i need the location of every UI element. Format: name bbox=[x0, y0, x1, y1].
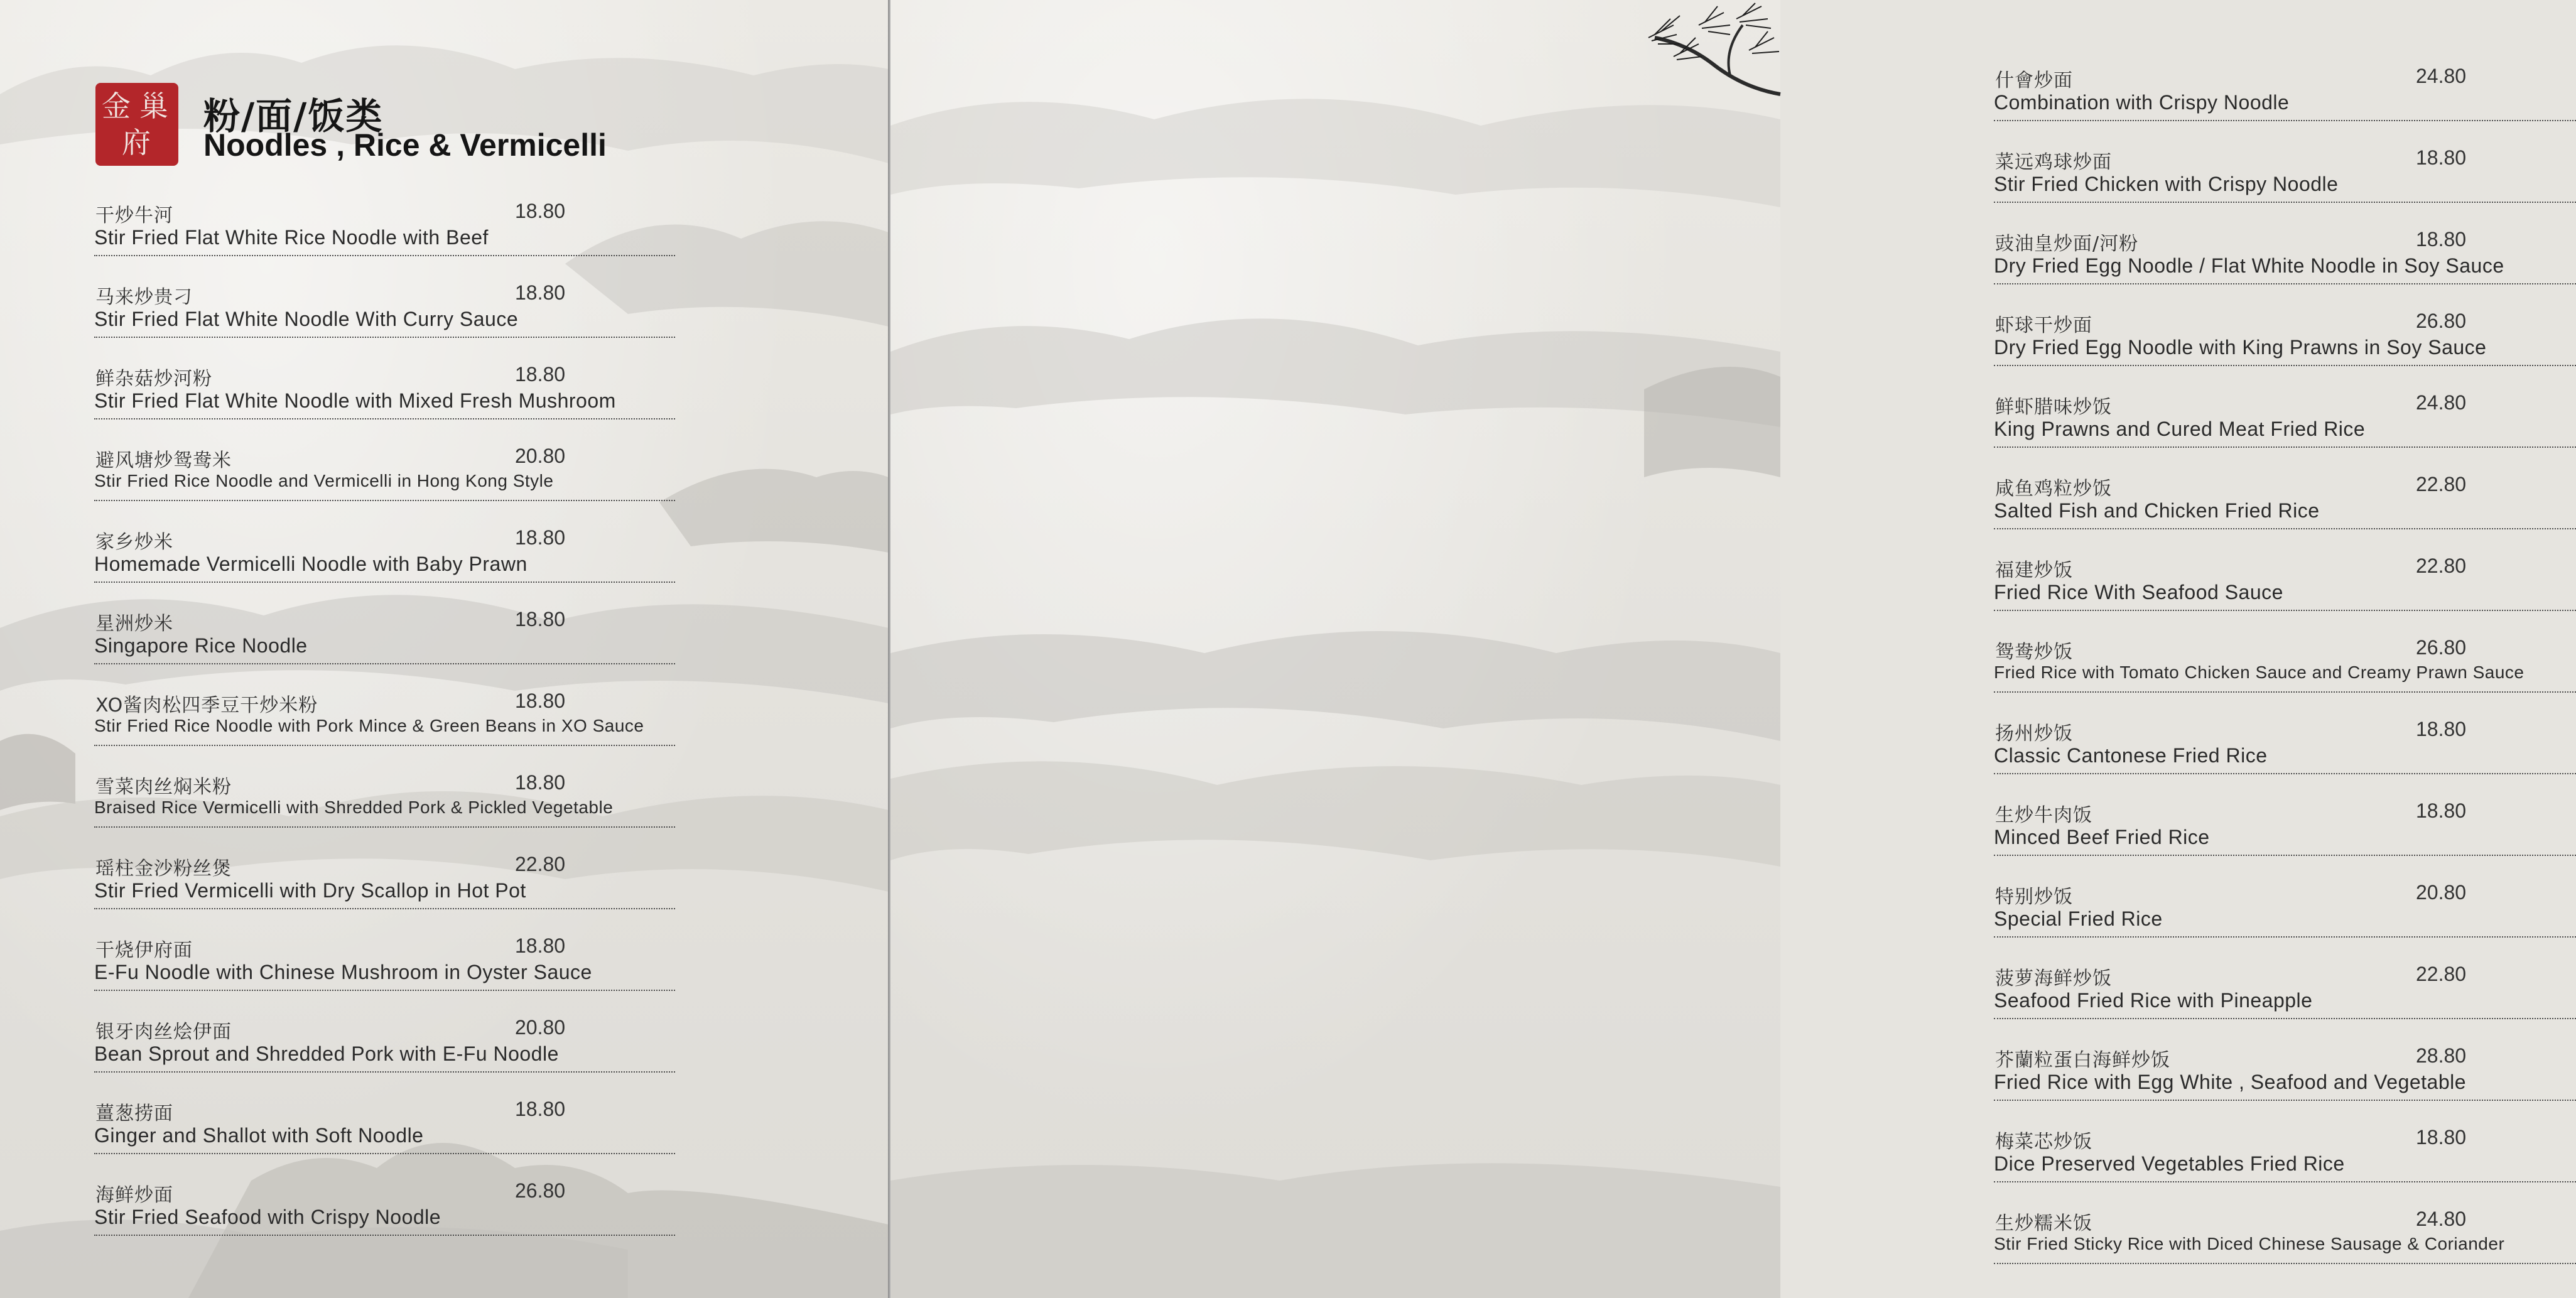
dish-price: 18.80 bbox=[515, 200, 566, 222]
dish-name-chinese: 星洲炒米 bbox=[95, 613, 173, 635]
ink-mountains-right bbox=[890, 0, 1780, 1298]
dish-name-english: Classic Cantonese Fried Rice bbox=[1994, 744, 2268, 767]
dish-price: 24.80 bbox=[2416, 391, 2467, 414]
menu-item bbox=[1994, 718, 2576, 799]
dish-name-chinese: 生炒糯米饭 bbox=[1995, 1213, 2092, 1235]
menu-item bbox=[94, 608, 675, 690]
dish-price: 22.80 bbox=[515, 853, 566, 875]
dish-price: 18.80 bbox=[2416, 1126, 2467, 1149]
dish-price: 22.80 bbox=[2416, 554, 2467, 577]
dish-name-english: Stir Fried Rice Noodle and Vermicelli in Hong Kong Style bbox=[94, 471, 554, 490]
menu-page-left bbox=[0, 0, 889, 1298]
seal-character: 府 bbox=[122, 126, 151, 160]
dish-name-english: Stir Fried Seafood with Crispy Noodle bbox=[94, 1206, 441, 1228]
dish-name-chinese: 芥蘭粒蛋白海鲜炒饭 bbox=[1995, 1049, 2170, 1071]
dish-name-english: Stir Fried Vermicelli with Dry Scallop in Hot Pot bbox=[94, 879, 526, 902]
dish-name-english: Dry Fried Egg Noodle / Flat White Noodle in Soy Sauce bbox=[1994, 254, 2504, 277]
section-title-english: Noodles , Rice & Vermicelli bbox=[203, 127, 607, 163]
menu-item bbox=[94, 363, 675, 445]
menu-item bbox=[1994, 473, 2576, 554]
menu-list-right bbox=[1994, 65, 2576, 1289]
menu-item bbox=[1994, 391, 2576, 473]
dish-name-chinese: 什會炒面 bbox=[1995, 70, 2073, 92]
menu-item bbox=[94, 200, 675, 281]
dish-price: 18.80 bbox=[515, 934, 566, 957]
menu-item bbox=[94, 853, 675, 934]
dish-price: 26.80 bbox=[2416, 310, 2467, 332]
dish-name-english: Dry Fried Egg Noodle with King Prawns in Soy Sauce bbox=[1994, 336, 2487, 359]
dish-name-english: Stir Fried Sticky Rice with Diced Chinese Sausage & Coriander bbox=[1994, 1234, 2505, 1253]
menu-item bbox=[94, 1016, 675, 1098]
menu-item bbox=[94, 1098, 675, 1179]
dish-name-chinese: 瑶柱金沙粉丝煲 bbox=[95, 858, 232, 880]
pine-branch-decoration bbox=[1636, 0, 1780, 126]
dish-name-english: Fried Rice with Tomato Chicken Sauce and Creamy Prawn Sauce bbox=[1994, 663, 2525, 682]
menu-item bbox=[1994, 554, 2576, 636]
dish-price: 18.80 bbox=[515, 771, 566, 794]
dish-price: 18.80 bbox=[2416, 228, 2467, 251]
dish-price: 18.80 bbox=[515, 526, 566, 549]
menu-item bbox=[94, 281, 675, 363]
menu-page-right bbox=[890, 0, 2525, 1298]
dish-name-chinese: 干炒牛河 bbox=[95, 205, 173, 227]
dish-price: 20.80 bbox=[515, 445, 566, 467]
dish-price: 18.80 bbox=[2416, 146, 2467, 169]
menu-item bbox=[94, 445, 675, 526]
dish-name-chinese: 虾球干炒面 bbox=[1995, 315, 2092, 337]
dish-price: 26.80 bbox=[515, 1179, 566, 1202]
dish-name-chinese: 菠萝海鲜炒饭 bbox=[1995, 968, 2112, 990]
dish-name-english: Special Fried Rice bbox=[1994, 907, 2163, 930]
dish-name-english: Ginger and Shallot with Soft Noodle bbox=[94, 1124, 424, 1147]
menu-item bbox=[1994, 146, 2576, 228]
menu-item bbox=[1994, 310, 2576, 391]
dish-name-chinese: 薑葱捞面 bbox=[95, 1103, 173, 1125]
menu-item bbox=[1994, 1044, 2576, 1126]
dish-price: 22.80 bbox=[2416, 473, 2467, 495]
menu-item bbox=[1994, 881, 2576, 963]
menu-item bbox=[1994, 1208, 2576, 1289]
menu-item bbox=[94, 771, 675, 853]
dish-name-chinese: XO酱肉松四季豆干炒米粉 bbox=[95, 695, 318, 717]
dish-name-english: Dice Preserved Vegetables Fried Rice bbox=[1994, 1152, 2345, 1175]
dish-name-chinese: 咸鱼鸡粒炒饭 bbox=[1995, 478, 2112, 500]
dish-name-english: Stir Fried Flat White Noodle With Curry Sauce bbox=[94, 308, 519, 330]
seal-character: 金 bbox=[102, 89, 131, 123]
dish-name-english: Stir Fried Flat White Rice Noodle with Beef bbox=[94, 226, 489, 249]
menu-item bbox=[1994, 636, 2576, 718]
dish-name-english: Stir Fried Rice Noodle with Pork Mince & Green Beans in XO Sauce bbox=[94, 716, 644, 735]
menu-item bbox=[1994, 799, 2576, 881]
dish-price: 18.80 bbox=[515, 690, 566, 712]
dish-price: 18.80 bbox=[515, 363, 566, 386]
menu-item bbox=[94, 526, 675, 608]
dish-price: 24.80 bbox=[2416, 65, 2467, 87]
menu-item bbox=[94, 690, 675, 771]
menu-item bbox=[1994, 65, 2576, 146]
dish-price: 18.80 bbox=[515, 608, 566, 630]
dish-name-english: Stir Fried Chicken with Crispy Noodle bbox=[1994, 173, 2339, 195]
dish-name-chinese: 干烧伊府面 bbox=[95, 939, 193, 961]
dish-price: 20.80 bbox=[2416, 881, 2467, 904]
dish-name-chinese: 银牙肉丝烩伊面 bbox=[95, 1021, 232, 1043]
dish-name-chinese: 鲜虾腊味炒饭 bbox=[1995, 396, 2112, 418]
dish-name-english: Braised Rice Vermicelli with Shredded Pork & Pickled Vegetable bbox=[94, 798, 614, 817]
dish-name-chinese: 特别炒饭 bbox=[1995, 886, 2073, 908]
dish-price: 18.80 bbox=[2416, 718, 2467, 740]
dish-name-chinese: 海鲜炒面 bbox=[95, 1184, 173, 1206]
dish-name-chinese: 扬州炒饭 bbox=[1995, 723, 2073, 745]
menu-item bbox=[94, 1179, 675, 1261]
dish-price: 24.80 bbox=[2416, 1208, 2467, 1230]
dish-name-chinese: 避风塘炒鸳鸯米 bbox=[95, 450, 232, 472]
dish-name-english: E-Fu Noodle with Chinese Mushroom in Oyster Sauce bbox=[94, 961, 592, 983]
menu-item bbox=[1994, 1126, 2576, 1208]
restaurant-seal-logo bbox=[95, 83, 178, 166]
dish-name-english: Homemade Vermicelli Noodle with Baby Prawn bbox=[94, 553, 528, 575]
dish-name-english: Fried Rice With Seafood Sauce bbox=[1994, 581, 2283, 603]
dish-name-chinese: 菜远鸡球炒面 bbox=[1995, 151, 2112, 173]
menu-item bbox=[1994, 228, 2576, 310]
dish-name-chinese: 福建炒饭 bbox=[1995, 560, 2073, 581]
dish-name-english: Stir Fried Flat White Noodle with Mixed Fresh Mushroom bbox=[94, 389, 616, 412]
dish-price: 28.80 bbox=[2416, 1044, 2467, 1067]
dish-name-chinese: 梅菜芯炒饭 bbox=[1995, 1131, 2092, 1153]
dish-name-english: Bean Sprout and Shredded Pork with E-Fu Noodle bbox=[94, 1042, 559, 1065]
dish-name-chinese: 马来炒贵刁 bbox=[95, 286, 193, 308]
dish-name-chinese: 家乡炒米 bbox=[95, 531, 173, 553]
dish-price: 22.80 bbox=[2416, 963, 2467, 985]
dish-name-chinese: 豉油皇炒面/河粉 bbox=[1995, 233, 2139, 255]
menu-item bbox=[94, 934, 675, 1016]
section-title-chinese: 粉/面/饭类 bbox=[203, 95, 384, 138]
dish-name-english: Combination with Crispy Noodle bbox=[1994, 91, 2290, 114]
dish-price: 18.80 bbox=[2416, 799, 2467, 822]
dish-name-english: Fried Rice with Egg White , Seafood and Vegetable bbox=[1994, 1071, 2467, 1093]
dish-name-english: Seafood Fried Rice with Pineapple bbox=[1994, 989, 2313, 1012]
dish-name-chinese: 鸳鸯炒饭 bbox=[1995, 641, 2073, 663]
seal-character: 巢 bbox=[139, 89, 168, 123]
menu-item bbox=[1994, 963, 2576, 1044]
dish-price: 26.80 bbox=[2416, 636, 2467, 659]
dish-name-chinese: 生炒牛肉饭 bbox=[1995, 804, 2092, 826]
dish-price: 18.80 bbox=[515, 281, 566, 304]
dish-name-chinese: 鲜杂菇炒河粉 bbox=[95, 368, 212, 390]
dish-name-english: Singapore Rice Noodle bbox=[94, 634, 308, 657]
dish-price: 18.80 bbox=[515, 1098, 566, 1120]
dish-name-chinese: 雪菜肉丝焖米粉 bbox=[95, 776, 232, 798]
dish-name-english: Salted Fish and Chicken Fried Rice bbox=[1994, 499, 2320, 522]
menu-list-left bbox=[94, 200, 675, 1261]
dish-name-english: Minced Beef Fried Rice bbox=[1994, 826, 2210, 848]
dish-name-english: King Prawns and Cured Meat Fried Rice bbox=[1994, 418, 2366, 440]
dish-price: 20.80 bbox=[515, 1016, 566, 1039]
